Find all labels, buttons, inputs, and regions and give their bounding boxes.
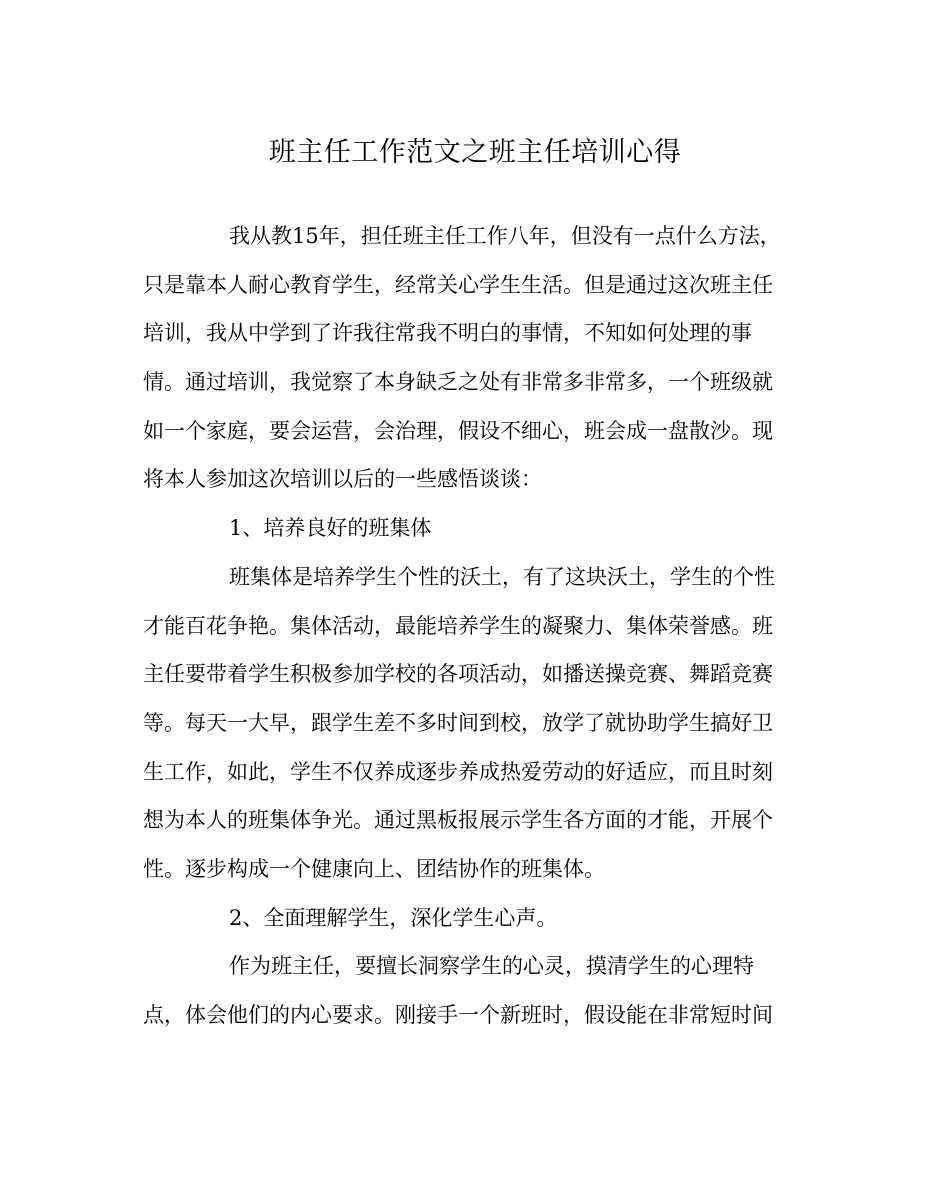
section-heading: 2、全面理解学生，深化学生心声。 — [229, 905, 558, 930]
paragraph-line: 性。逐步构成一个健康向上、团结协作的班集体。 — [143, 856, 605, 881]
paragraph-line: 点，体会他们的内心要求。刚接手一个新班时，假设能在非常短时间 — [143, 1003, 773, 1027]
document-title: 班主任工作范文之班主任培训心得 — [268, 137, 682, 168]
paragraph-line: 将本人参加这次培训以后的一些感悟谈谈： — [143, 467, 542, 492]
paragraph-line: 只是靠本人耐心教育学生，经常关心学生生活。但是通过这次班主任 — [143, 272, 773, 297]
paragraph-line: 生工作，如此，学生不仅养成逐步养成热爱劳动的好适应，而且时刻 — [143, 759, 773, 784]
paragraph-line: 想为本人的班集体争光。通过黑板报展示学生各方面的才能，开展个 — [143, 808, 773, 833]
paragraph-line: 培训，我从中学到了许我往常我不明白的事情，不知如何处理的事 — [143, 321, 752, 346]
section-heading: 1、培养良好的班集体 — [229, 516, 432, 541]
paragraph-line: 主任要带着学生积极参加学校的各项活动，如播送操竞赛、舞蹈竞赛 — [143, 662, 773, 687]
paragraph-line: 如一个家庭，要会运营，会治理，假设不细心，班会成一盘散沙。现 — [143, 418, 773, 443]
paragraph-line: 作为班主任，要擅长洞察学生的心灵，摸清学生的心理特 — [229, 954, 754, 979]
document-body — [143, 212, 803, 1040]
paragraph-line: 才能百花争艳。集体活动，最能培养学生的凝聚力、集体荣誉感。班 — [143, 613, 773, 638]
paragraph-line: 等。每天一大早，跟学生差不多时间到校，放学了就协助学生搞好卫 — [143, 710, 773, 735]
paragraph-line: 班集体是培养学生个性的沃土，有了这块沃土，学生的个性 — [229, 564, 775, 589]
paragraph-line: 我从教15年，担任班主任工作八年，但没有一点什么方法， — [229, 224, 781, 248]
paragraph-line: 情。通过培训，我觉察了本身缺乏之处有非常多非常多，一个班级就 — [143, 370, 773, 395]
